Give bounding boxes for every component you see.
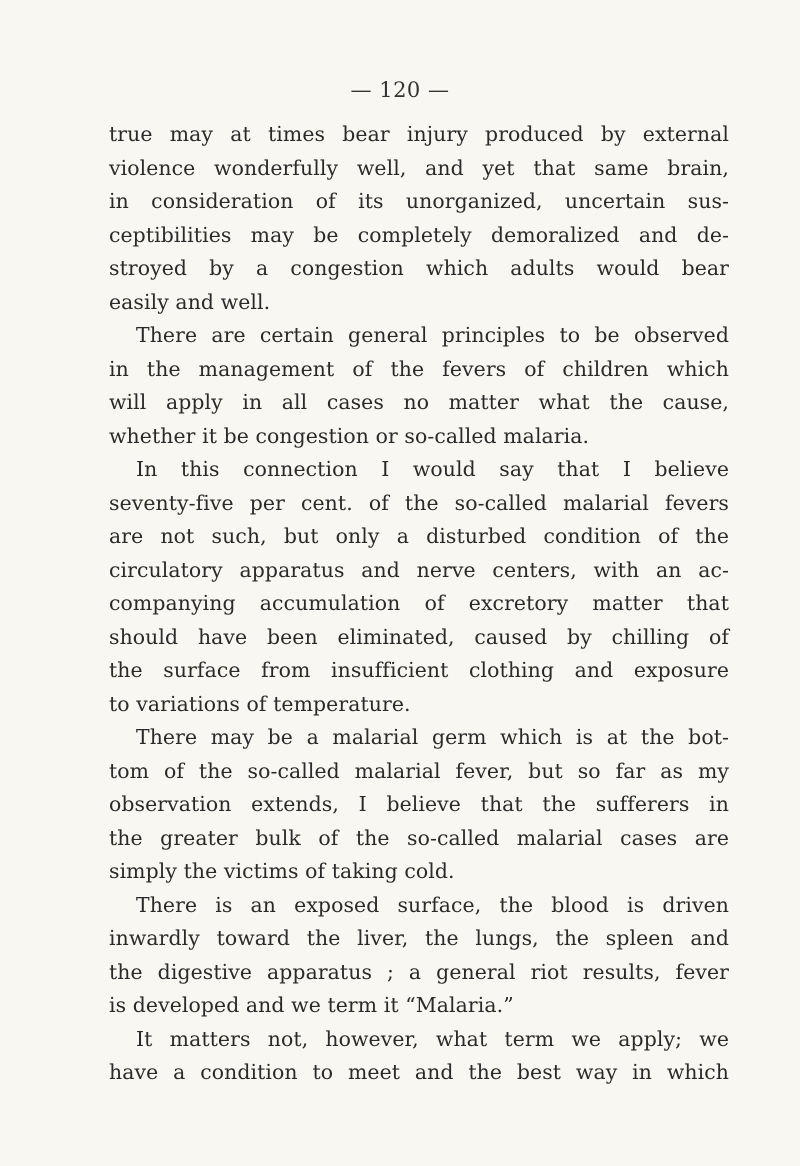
text-line: are not such, but only a disturbed condition of the (109, 524, 729, 548)
text-line: There may be a malarial germ which is at the bot- (136, 725, 729, 749)
text-line: stroyed by a congestion which adults would bear (109, 256, 729, 280)
text-line: true may at times bear injury produced by external (109, 122, 729, 146)
text-line: is developed and we term it “Malaria.” (109, 993, 514, 1017)
page-number: — 120 — (350, 78, 450, 102)
text-line: the surface from insufficient clothing and exposure (109, 658, 729, 682)
text-line: tom of the so-called malarial fever, but so far as my (109, 758, 729, 783)
text-line: the digestive apparatus ; a general riot results, fever (109, 959, 729, 984)
text-line: have a condition to meet and the best way in which (109, 1060, 729, 1084)
text-line: companying accumulation of excretory matter that (109, 591, 729, 615)
text-line: observation extends, I believe that the sufferers in (109, 792, 729, 816)
text-line: ceptibilities may be completely demoralized and de- (109, 222, 729, 247)
text-line: simply the victims of taking cold. (109, 859, 455, 883)
text-line: There is an exposed surface, the blood is driven (136, 892, 729, 917)
text-line: whether it be congestion or so-called malaria. (109, 423, 590, 448)
text-line: in consideration of its unorganized, uncertain sus- (109, 189, 729, 213)
body-text (109, 118, 729, 1090)
text-line: in the management of the fevers of children which (109, 356, 729, 381)
text-line: easily and well. (109, 289, 271, 314)
text-line: In this connection I would say that I believe (136, 457, 729, 481)
text-line: circulatory apparatus and nerve centers, with an ac- (109, 557, 729, 582)
text-line: the greater bulk of the so-called malarial cases are (109, 825, 729, 850)
text-line: violence wonderfully well, and yet that same brain, (109, 155, 729, 180)
text-line: should have been eliminated, caused by chilling of (109, 624, 729, 649)
text-line: to variations of temperature. (109, 691, 411, 716)
text-line: It matters not, however, what term we apply; we (136, 1026, 729, 1051)
text-line: seventy-five per cent. of the so-called malarial fevers (109, 490, 729, 515)
text-line: inwardly toward the liver, the lungs, the spleen and (109, 926, 729, 950)
text-line: There are certain general principles to be observed (136, 323, 729, 347)
text-line: will apply in all cases no matter what the cause, (109, 390, 729, 414)
